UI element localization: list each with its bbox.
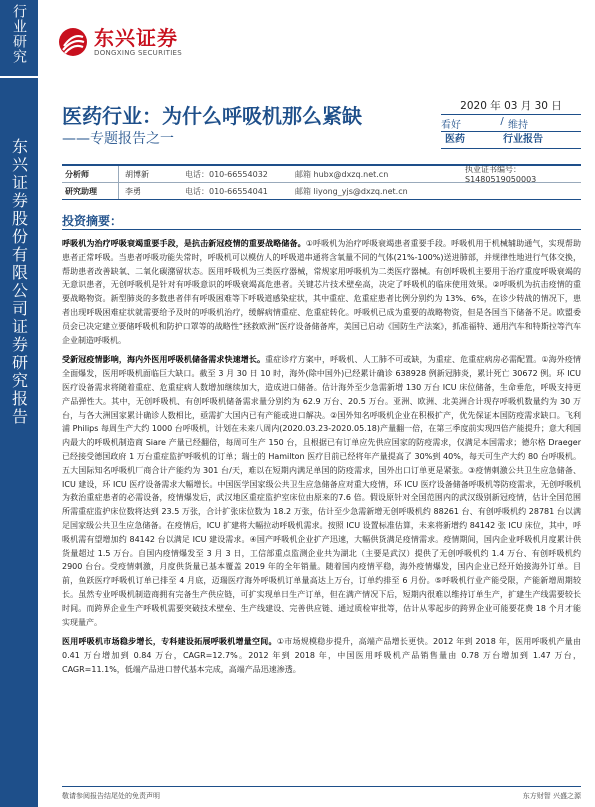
sidebar-top-label: 行业研究 (11, 4, 27, 64)
paragraph-lead: 医用呼吸机市场稳步增长，专科建设拓展呼吸机增量空间。 (62, 637, 277, 647)
logo-name-en: DONGXING SECURITIES (94, 49, 183, 57)
report-date: 2020 年 03 月 30 日 (441, 98, 581, 115)
analyst-role: 研究助理 (65, 186, 97, 196)
analyst-row (62, 182, 581, 199)
section-divider (62, 229, 581, 230)
report-title: 医药行业：为什么呼吸机那么紧缺 (62, 104, 362, 128)
sector-row (441, 131, 581, 149)
summary-paragraph (62, 237, 581, 347)
rating-separator: / (500, 116, 504, 127)
analyst-cert: 执业证书编号：S1480519050003 (465, 165, 537, 184)
sidebar-category (0, 0, 38, 78)
section-title: 投资摘要： (62, 214, 123, 228)
summary-paragraph (62, 353, 581, 629)
sidebar-bottom-label: 东兴证券股份有限公司证券研究报告 (9, 138, 29, 426)
analyst-email[interactable]: 邮箱 hubx@dxzq.net.cn (295, 169, 389, 179)
analyst-name: 李勇 (125, 186, 141, 196)
paragraph-text: ①市场规模稳步提升，高端产品增长更快。2012 年到 2018 年，医用呼吸机产量由 0.41 万台增加到 0.84 万台，CAGR=12.7%。2012 年到 2018 年，中国医用呼吸机产品销售量由 0.78 万台增加到 1.47 万台，CAGR=11.1%，低端产品进口替代基本完成，高端产品迅速渗透。 (62, 637, 581, 674)
sidebar-company (0, 80, 38, 807)
analyst-phone: 电话：010-66554032 (185, 169, 268, 179)
summary-body (62, 237, 581, 677)
logo-icon (58, 27, 88, 57)
rating-label: 看好 (441, 120, 461, 131)
paragraph-text: ①呼吸机为治疗呼吸衰竭患者重要手段。呼吸机用于机械辅助通气，实现帮助患者正常呼吸。当患者呼吸功能失常时，呼吸机可以模仿人的呼吸道串通将含氧量不同的气体(21%-100%)送进肺部，并规律性地进行气体交换，帮助患者改善缺氧、二氧化碳潴留状态。医用呼吸机为三类医疗器械，常规家用呼吸机为二类医疗器械。有创呼吸机主要用于治疗重度呼吸衰竭的无意识患者，无创呼吸机是针对有呼吸意识的呼吸衰竭高危患者。关键芯片技术壁垒高，决定了呼吸机的临床使用效果。②呼吸机为抗击疫情的重要战略物资。新型肺炎的多数患者伴有呼吸困难等下呼吸道感染症状，其中重症、危重症患者比例分别约为 13%、6%，在诊少转战的情况下，患者出现呼吸困难症状就需要给予及时的呼吸机治疗，缓解病情重症、危重症转化。呼吸机已成为重要的战略物资，但是各国当下储备不足。欧盟委员会已决定建立要储呼吸机和防护口罩等的战略性“拯救欧洲”医疗设备储备库，美国已启动《国防生产法案》，抓准福特、通用汽车和特斯拉等汽车企业制造呼吸机。 (62, 239, 582, 345)
report-type: 行业报告 (503, 134, 543, 145)
paragraph-lead: 受新冠疫情影响，海内外医用呼吸机储备需求快速增长。 (62, 355, 266, 365)
sector-name: 医药 (445, 134, 465, 145)
paragraph-lead: 呼吸机为治疗呼吸衰竭重要手段，是抗击新冠疫情的重要战略储备。 (62, 239, 306, 248)
summary-paragraph (62, 635, 581, 676)
analyst-phone: 电话：010-66554041 (185, 186, 268, 196)
rating-row (441, 116, 581, 131)
logo-name-cn: 东兴证券 (94, 26, 178, 50)
footer-disclaimer[interactable]: 敬请参阅报告结尾处的免责声明 (62, 792, 160, 800)
analyst-name: 胡博新 (125, 169, 149, 179)
paragraph-text: 重症诊疗方案中，呼吸机、人工肺不可或缺，为重症、危重症病房必需配置。①海外疫情全面爆发，医用呼吸机面临巨大缺口。截至 3 月 30 日 10 时，海外(除中国外)已经累计确诊 638928 例新冠肺炎，累计死亡 30672 例。环 ICU 医疗设备需求将随着重症、危重症病人数增加继续加大，造成进口储备。估计海外至少急需新增 130 万台 ICU 床位储备，生命垂危，呼吸支持更产品弹性大。其中，无创呼吸机、有创呼吸机储备需求量分别约为 62.9 万台、20.5 万台。亚洲、欧洲、北美洲合计现存呼吸机数量约为 30 万台，与各大洲国家累计确诊人数相比，亟需扩大国内已有产能或进口解决。②国外知名呼吸机企业在积极扩产，优先保证本国防疫需求缺口。飞利浦 Philips 每周生产大约 1000 台呼吸机，计划在未来八周内(2020.03.23-2020.05.18)产量翻一倍，在第三季度前实现四倍产能提升；意大利国内最大的呼吸机制造商 Siare 产量已经翻倍，每周可生产 150 台，且根据已有订单应先供应国家的防疫需求，仅满足本国需求；德尔格 Draeger 已经接受德国政府 1 万台重症监护呼吸机的订单；瑞士的 Hamilton 医疗目前已经将年产量提高了 30%到 40%，每天可生产大约 80 台呼吸机。五大国际知名呼吸机厂商合计产能约为 301 台/天，难以在短期内满足单国的防疫需求，国外出口订单更是紧张。③疫情刺激公共卫生应急储备、ICU 建设，环 ICU 医疗设备需求大幅增长。中国医学国家级公共卫生应急储备应对重大疫情，环 ICU 医疗设备储备呼吸机等防疫需求，无创呼吸机为救治重症患者的必需设备，疫情爆发后，武汉地区重症监护室床位由原来的7.6 倍。假设原针对全国范围内的武汉级别新冠疫情，估计全国范围所需重症监护床位数将达到 23.5 万张，合计扩张床位数为 18.2 万张，估计至少急需新增无创呼吸机约 88261 台、有创呼吸机约 28781 台以满足国家级公共卫生应急储备。在疫情后，ICU 扩建将大幅拉动呼吸机需求。按照 ICU 设置标准估算，未来将新增约 84142 张 ICU 床位，其中，呼吸机需有望增加约 84142 台以满足 ICU 建设需求。④国产呼吸机企业扩产迅速，大幅供货满足疫情需求。疫情期间，国内企业呼吸机月度累计供货量超过 1.5 万台。自国内疫情爆发至 3 月 3 日，工信部重点监测企业共为湖北（主要是武汉）提供了无创呼吸机约 1.4 万台、有创呼吸机约 2900 台台。受疫情刺激，月度供货量已基本覆盖 2019 年的全年销量。随着国内疫情平稳，海外疫情爆发，国内企业已经开始接海外订单。目前，鱼跃医疗呼吸机订单已排至 4 月底，迈瑞医疗海外呼吸机订单量高达上万台，订单约排至 6 月份。⑤呼吸机行业产能受限，产能新增周期较长。虽然专业呼吸机制造商拥有完备生产供应链，可扩实现单日生产订单，但在满产情况下后，短期内很难以维持订单生产，扩建生产线需要较长时间。而跨界企业生产呼吸机需要突破技术壁垒、生产线建设、完善供应链、通过质检审批等，估计从零起步的跨界企业可能要花费 18 个月才能实现量产。 (62, 355, 581, 627)
rating-action: 维持 (508, 120, 528, 131)
analyst-table (62, 164, 581, 200)
analyst-row (62, 166, 581, 182)
page-footer (62, 786, 581, 801)
footer-slogan: 东方财智 兴盛之源 (522, 792, 581, 800)
sidebar (0, 0, 38, 807)
report-subtitle: ——专题报告之一 (62, 131, 174, 147)
analyst-role: 分析师 (65, 169, 89, 179)
analyst-email[interactable]: 邮箱 liyong_yjs@dxzq.net.cn (295, 186, 408, 196)
company-logo (58, 27, 182, 57)
